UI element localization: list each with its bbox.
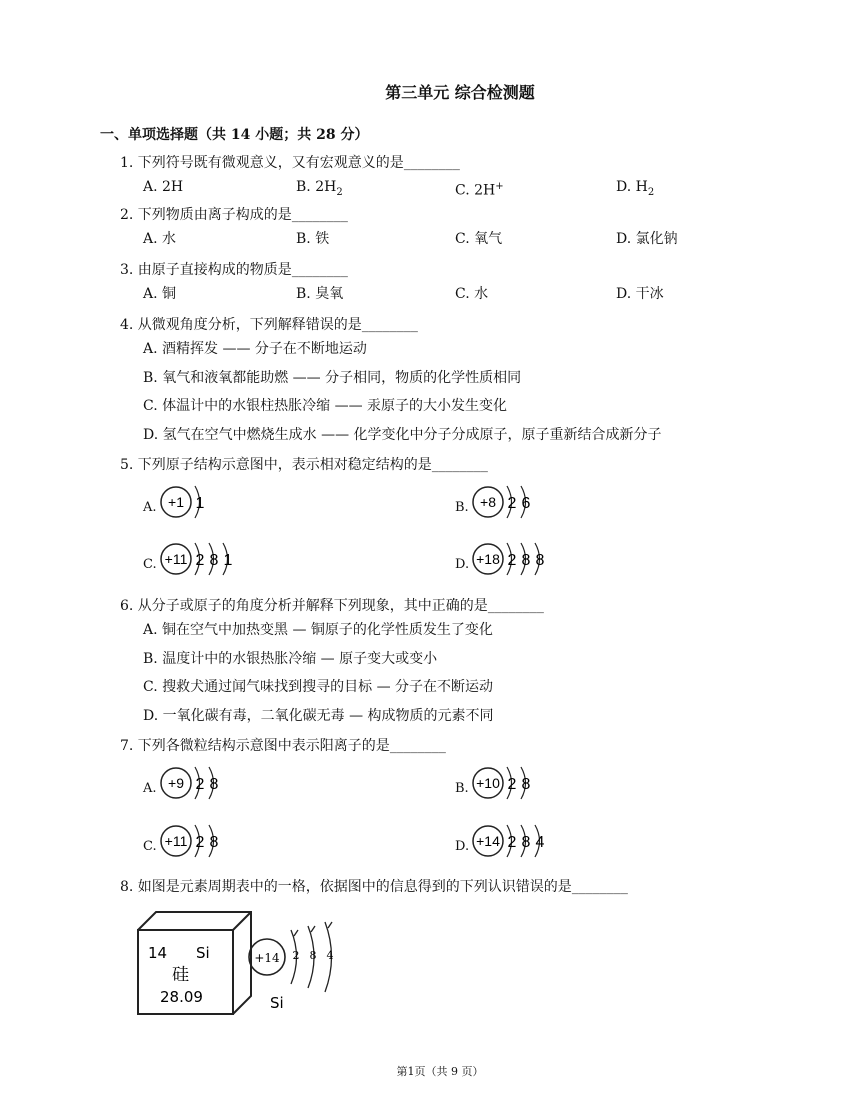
option-label: A. [143, 780, 157, 796]
periodic-table-cell-figure [130, 908, 390, 1023]
atom-structure-diagram [159, 535, 248, 585]
q3-option-d[interactable]: D. 干冰 [616, 286, 664, 302]
q7-option-a[interactable] [143, 759, 233, 809]
nucleus-charge: +11 [164, 551, 187, 567]
electron-count: 8 [209, 834, 219, 851]
atom-structure-diagram [471, 478, 545, 528]
question-4: 4. 从微观角度分析，下列解释错误的是________ [120, 317, 418, 333]
element-symbol: Si [196, 944, 210, 962]
shell-1-count: 2 [292, 949, 300, 962]
question-8: 8. 如图是元素周期表中的一格，依据图中的信息得到的下列认识错误的是________ [120, 879, 628, 895]
option-label: C. [143, 556, 157, 572]
element-name: 硅 [172, 965, 189, 985]
q1-option-a[interactable]: A. 2H [143, 179, 184, 195]
q4-option-a[interactable]: A. 酒精挥发 —— 分子在不断地运动 [143, 341, 367, 357]
electron-count: 1 [195, 495, 204, 512]
nucleus-charge: +14 [254, 951, 280, 965]
shell-3-count: 4 [326, 949, 334, 962]
q6-option-c[interactable]: C. 搜救犬通过闻气味找到搜寻的目标 — 分子在不断运动 [143, 679, 494, 695]
electron-count: 2 [507, 552, 517, 569]
option-label: B. [455, 499, 469, 515]
q3-option-b[interactable]: B. 臭氧 [296, 286, 344, 302]
nucleus-charge: +14 [476, 833, 500, 849]
option-label: B. [455, 780, 469, 796]
q4-option-b[interactable]: B. 氧气和液氧都能助燃 —— 分子相同，物质的化学性质相同 [143, 370, 522, 386]
q2-option-b[interactable]: B. 铁 [296, 231, 330, 247]
electron-count: 8 [209, 552, 219, 569]
page-footer: 第1页（共 9 页） [396, 1065, 484, 1078]
q6-option-a[interactable]: A. 铜在空气中加热变黑 — 铜原子的化学性质发生了变化 [143, 622, 493, 638]
question-6: 6. 从分子或原子的角度分析并解释下列现象，其中正确的是________ [120, 598, 544, 614]
nucleus-charge: +9 [167, 775, 184, 791]
question-1: 1. 下列符号既有微观意义，又有宏观意义的是________ [120, 155, 460, 171]
electron-count: 2 [507, 776, 517, 793]
shell-2-count: 8 [309, 949, 317, 962]
q3-option-a[interactable]: A. 铜 [143, 286, 177, 302]
electron-count: 8 [209, 776, 218, 793]
atom-structure-diagram [159, 759, 233, 809]
electron-count: 8 [521, 834, 531, 851]
electron-count: 8 [535, 552, 545, 569]
q6-option-d[interactable]: D. 一氧化碳有毒，二氧化碳无毒 — 构成物质的元素不同 [143, 708, 494, 724]
nucleus-charge: +10 [475, 775, 500, 791]
q7-option-b[interactable] [455, 759, 545, 809]
question-2: 2. 下列物质由离子构成的是________ [120, 207, 348, 223]
q3-option-c[interactable]: C. 水 [455, 286, 489, 302]
q1-option-b[interactable]: B. $2H_2$ [296, 179, 343, 198]
nucleus-charge: +18 [476, 551, 500, 567]
q2-option-c[interactable]: C. 氧气 [455, 231, 503, 247]
page-title: 第三单元 综合检测题 [385, 83, 535, 102]
q5-option-d[interactable] [455, 535, 560, 585]
diagram-caption: Si [270, 994, 284, 1012]
q7-option-d[interactable] [455, 817, 560, 867]
q5-option-c[interactable] [143, 535, 248, 585]
q1-option-c[interactable]: C. 2H+ [455, 181, 504, 199]
atom-structure-diagram [159, 478, 218, 528]
electron-count: 8 [521, 552, 531, 569]
section-heading: 一、单项选择题（共 14 小题；共 28 分） [100, 127, 369, 143]
electron-count: 1 [223, 552, 233, 569]
electron-count: 2 [195, 776, 204, 793]
question-7: 7. 下列各微粒结构示意图中表示阳离子的是________ [120, 738, 446, 754]
option-label: D. [455, 838, 470, 854]
q5-option-b[interactable] [455, 478, 545, 528]
electron-count: 6 [521, 495, 531, 512]
nucleus-charge: +8 [479, 494, 496, 510]
electron-count: 8 [521, 776, 531, 793]
q6-option-b[interactable]: B. 温度计中的水银热胀冷缩 — 原子变大或变小 [143, 651, 438, 667]
option-label: D. [455, 556, 470, 572]
electron-count: 4 [535, 834, 545, 851]
q1-option-d[interactable]: D. $H_2$ [616, 179, 655, 198]
electron-count: 2 [507, 495, 517, 512]
atom-structure-diagram [471, 759, 545, 809]
element-atomic-number: 14 [148, 944, 168, 962]
atom-structure-diagram [471, 817, 560, 867]
element-mass: 28.09 [160, 988, 203, 1006]
atom-structure-diagram [159, 817, 233, 867]
q4-option-d[interactable]: D. 氢气在空气中燃烧生成水 —— 化学变化中分子分成原子，原子重新结合成新分子 [143, 427, 662, 443]
question-5: 5. 下列原子结构示意图中，表示相对稳定结构的是________ [120, 457, 488, 473]
q5-option-a[interactable] [143, 478, 218, 528]
atom-structure-diagram [471, 535, 560, 585]
option-label: A. [143, 499, 157, 515]
electron-count: 2 [195, 834, 205, 851]
q2-option-a[interactable]: A. 水 [143, 231, 177, 247]
q7-option-c[interactable] [143, 817, 233, 867]
q2-option-d[interactable]: D. 氯化钠 [616, 231, 678, 247]
question-3: 3. 由原子直接构成的物质是________ [120, 262, 348, 278]
nucleus-charge: +11 [164, 833, 187, 849]
electron-count: 2 [507, 834, 517, 851]
option-label: C. [143, 838, 157, 854]
electron-count: 2 [195, 552, 205, 569]
nucleus-charge: +1 [167, 494, 184, 510]
q4-option-c[interactable]: C. 体温计中的水银柱热胀冷缩 —— 汞原子的大小发生变化 [143, 398, 508, 414]
